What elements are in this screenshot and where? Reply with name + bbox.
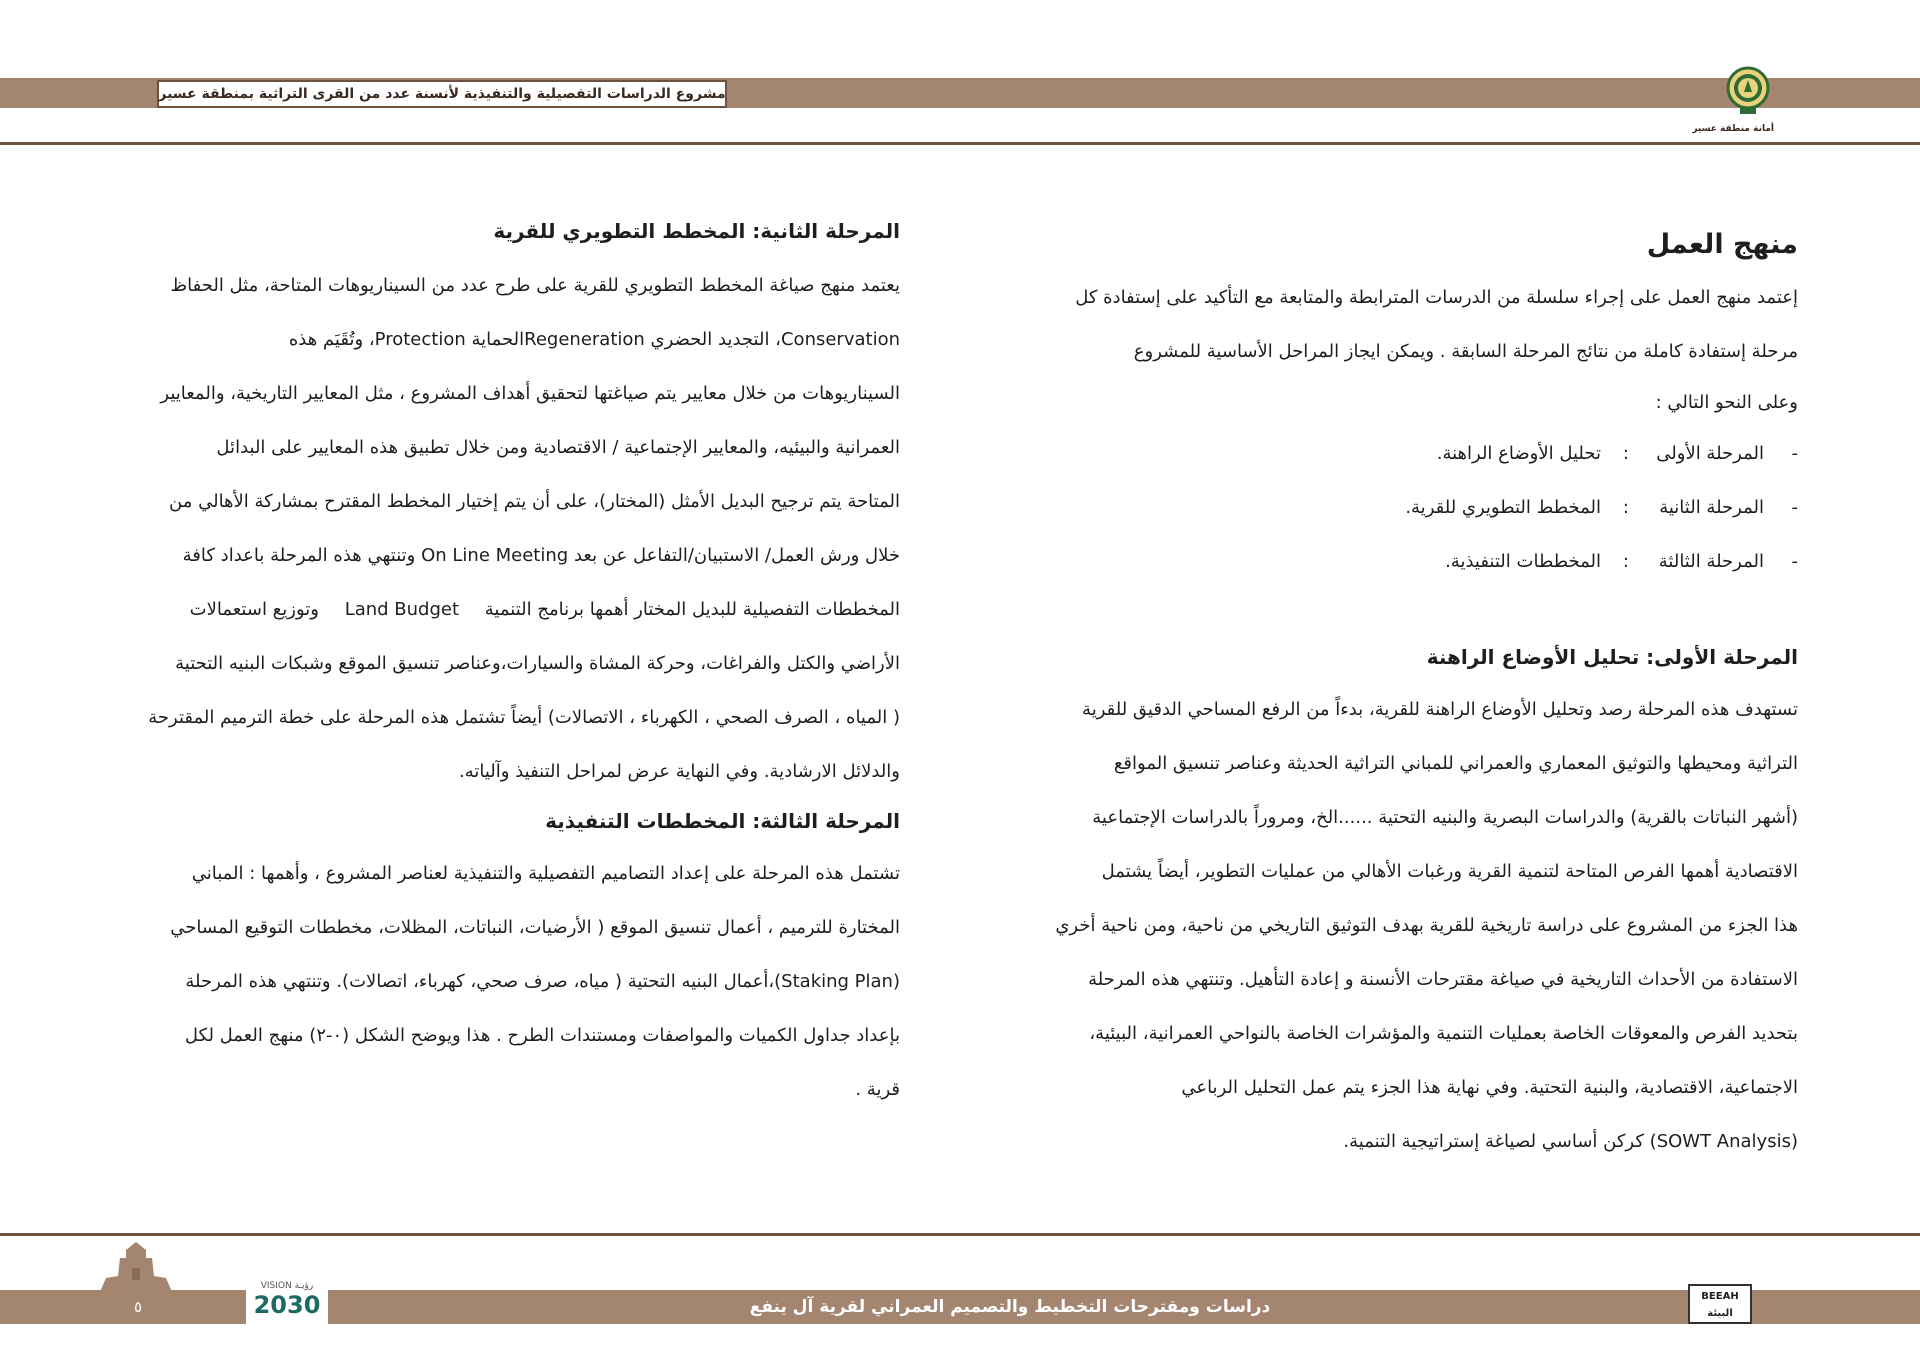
paragraph-line: الأراضي والكتل والفراغات، وحركة المشاة والسيارات،وعناصر تنسيق الموقع وشبكات البنيه التحتية — [175, 653, 900, 674]
paragraph-line: المتاحة يتم ترجيح البديل الأمثل (المختار)، على أن يتم إختيار المخطط المقترح بمشاركة الأهالي من — [169, 491, 900, 512]
footer-title: دراسات ومقترحات التخطيط والتصميم العمراني لقرية آل ينفع — [749, 1297, 1271, 1317]
logo-caption: أمانة منطقة عسير — [1692, 124, 1774, 134]
paragraph-line: المختارة للترميم ، أعمال تنسيق الموقع ( الأرضيات، النباتات، المظلات، مخططات التوقيع المساحي — [170, 917, 900, 938]
header-title: مشروع الدراسات التفصيلية والتنفيذية لأنسنة عدد من القرى التراثية بمنطقة عسير — [157, 80, 727, 108]
paragraph-line: قرية . — [855, 1079, 900, 1100]
paragraph-line: العمرانية والبيئيه، والمعايير الإجتماعية / الاقتصادية ومن خلال تطبيق هذه المعايير على البدائل — [216, 437, 900, 458]
right-column — [913, 225, 1798, 1169]
paragraph-line: ( المياه ، الصرف الصحي ، الكهرباء ، الاتصالات) أيضاً تشتمل هذه المرحلة على خطة الترميم المقترحة — [148, 707, 900, 728]
left-column — [90, 211, 900, 1117]
phases-list — [913, 427, 1798, 589]
intro-line: وعلى النحو التالي : — [1655, 392, 1798, 413]
section-heading: منهج العمل — [1646, 229, 1798, 260]
vision-2030-logo: رؤيـة VISION 2030 — [246, 1280, 328, 1330]
beeah-logo: BEEAH البيئة — [1688, 1284, 1752, 1324]
paragraph-line: المخططات التفصيلية للبديل المختار أهمها برنامج التنمية Land Budget وتوزيع استعمالات — [189, 599, 900, 620]
paragraph-line: (Staking Plan)،أعمال البنيه التحتية ( مياه، صرف صحي، كهرباء، اتصالات). وتنتهي هذه المرحلة — [185, 971, 900, 992]
paragraph-line: تستهدف هذه المرحلة رصد وتحليل الأوضاع الراهنة للقرية، بدءاً من الرفع المساحي الدقيق للقرية — [1082, 699, 1798, 720]
paragraph-line: الاجتماعية، الاقتصادية، والبنية التحتية. وفي نهاية هذا الجزء يتم عمل التحليل الرباعي — [1181, 1077, 1798, 1098]
paragraph-line: (SOWT Analysis) كركن أساسي لصياغة إستراتيجية التنمية. — [913, 1115, 1798, 1169]
paragraph-line: (أشهر النباتات بالقرية) والدراسات البصرية والبنيه التحتية ......الخ، ومروراً بالدراسات الإجتماعية — [1092, 807, 1798, 828]
list-item: -المرحلة الثانية:المخطط التطويري للقرية. — [1405, 497, 1798, 518]
paragraph-line: التراثية ومحيطها والتوثيق المعماري والعمراني للمباني التراثية الحديثة وعناصر تنسيق المواقع — [1113, 753, 1798, 774]
paragraph-line: Conservation، التجديد الحضري Regenerationالحماية Protection، وتُقَيَم هذه — [288, 329, 900, 350]
paragraph-line: بتحديد الفرص والمعوقات الخاصة بعمليات التنمية والمؤشرات الخاصة بالنواحي العمرانية، البيئية، — [1089, 1023, 1798, 1044]
paragraph-line: يعتمد منهج صياغة المخطط التطويري للقرية على طرح عدد من السيناريوهات المتاحة، مثل الحفاظ — [170, 275, 900, 296]
paragraph-line: السيناريوهات من خلال معايير يتم صياغتها لتحقيق أهداف المشروع ، مثل المعايير التاريخية، والمعايير — [160, 383, 900, 404]
english-term: (SOWT Analysis) — [1649, 1131, 1798, 1152]
asir-emblem-icon — [1726, 66, 1770, 118]
paragraph-line: تشتمل هذه المرحلة على إعداد التصاميم التفصيلية والتنفيذية لعناصر المشروع ، وأهمها : المباني — [191, 863, 900, 884]
phase2-heading: المرحلة الثانية: المخطط التطويري للقرية — [493, 219, 900, 243]
phase3-heading: المرحلة الثالثة: المخططات التنفيذية — [545, 809, 900, 833]
intro-line: مرحلة إستفادة كاملة من نتائج المرحلة السابقة . ويمكن ايجاز المراحل الأساسية للمشروع — [1133, 341, 1798, 362]
header-divider — [0, 142, 1920, 145]
list-item: -المرحلة الأولى:تحليل الأوضاع الراهنة. — [1436, 443, 1798, 464]
fort-icon — [96, 1238, 174, 1292]
list-item: -المرحلة الثالثة:المخططات التنفيذية. — [1445, 551, 1798, 572]
paragraph-line: الاقتصادية أهمها الفرص المتاحة لتنمية القرية ورغبات الأهالي من عمليات التطوير، أيضاً يشتمل — [1101, 861, 1798, 882]
page-number: ٥ — [133, 1298, 143, 1316]
footer-divider — [0, 1233, 1920, 1236]
intro-line: إعتمد منهج العمل على إجراء سلسلة من الدرسات المترابطة والمتابعة مع التأكيد على إستفادة كل — [1075, 287, 1798, 308]
paragraph-line: هذا الجزء من المشروع على دراسة تاريخية للقرية بهدف التوثيق التاريخي من ناحية، ومن ناحية أخري — [1055, 915, 1798, 936]
paragraph-line: بإعداد جداول الكميات والمواصفات ومستندات الطرح . هذا ويوضح الشكل (٠-٢) منهج العمل لكل — [184, 1025, 900, 1046]
paragraph-line: خلال ورش العمل/ الاستبيان/التفاعل عن بعد On Line Meeting وتنتهي هذه المرحلة باعداد كافة — [182, 545, 900, 566]
phase1-heading: المرحلة الأولى: تحليل الأوضاع الراهنة — [1426, 645, 1798, 669]
paragraph-line: والدلائل الارشادية. وفي النهاية عرض لمراحل التنفيذ وآلياته. — [459, 761, 900, 782]
paragraph-line: الاستفادة من الأحداث التاريخية في صياغة مقترحات الأنسنة و إعادة التأهيل. وتنتهي هذه المرحلة — [1088, 969, 1798, 990]
